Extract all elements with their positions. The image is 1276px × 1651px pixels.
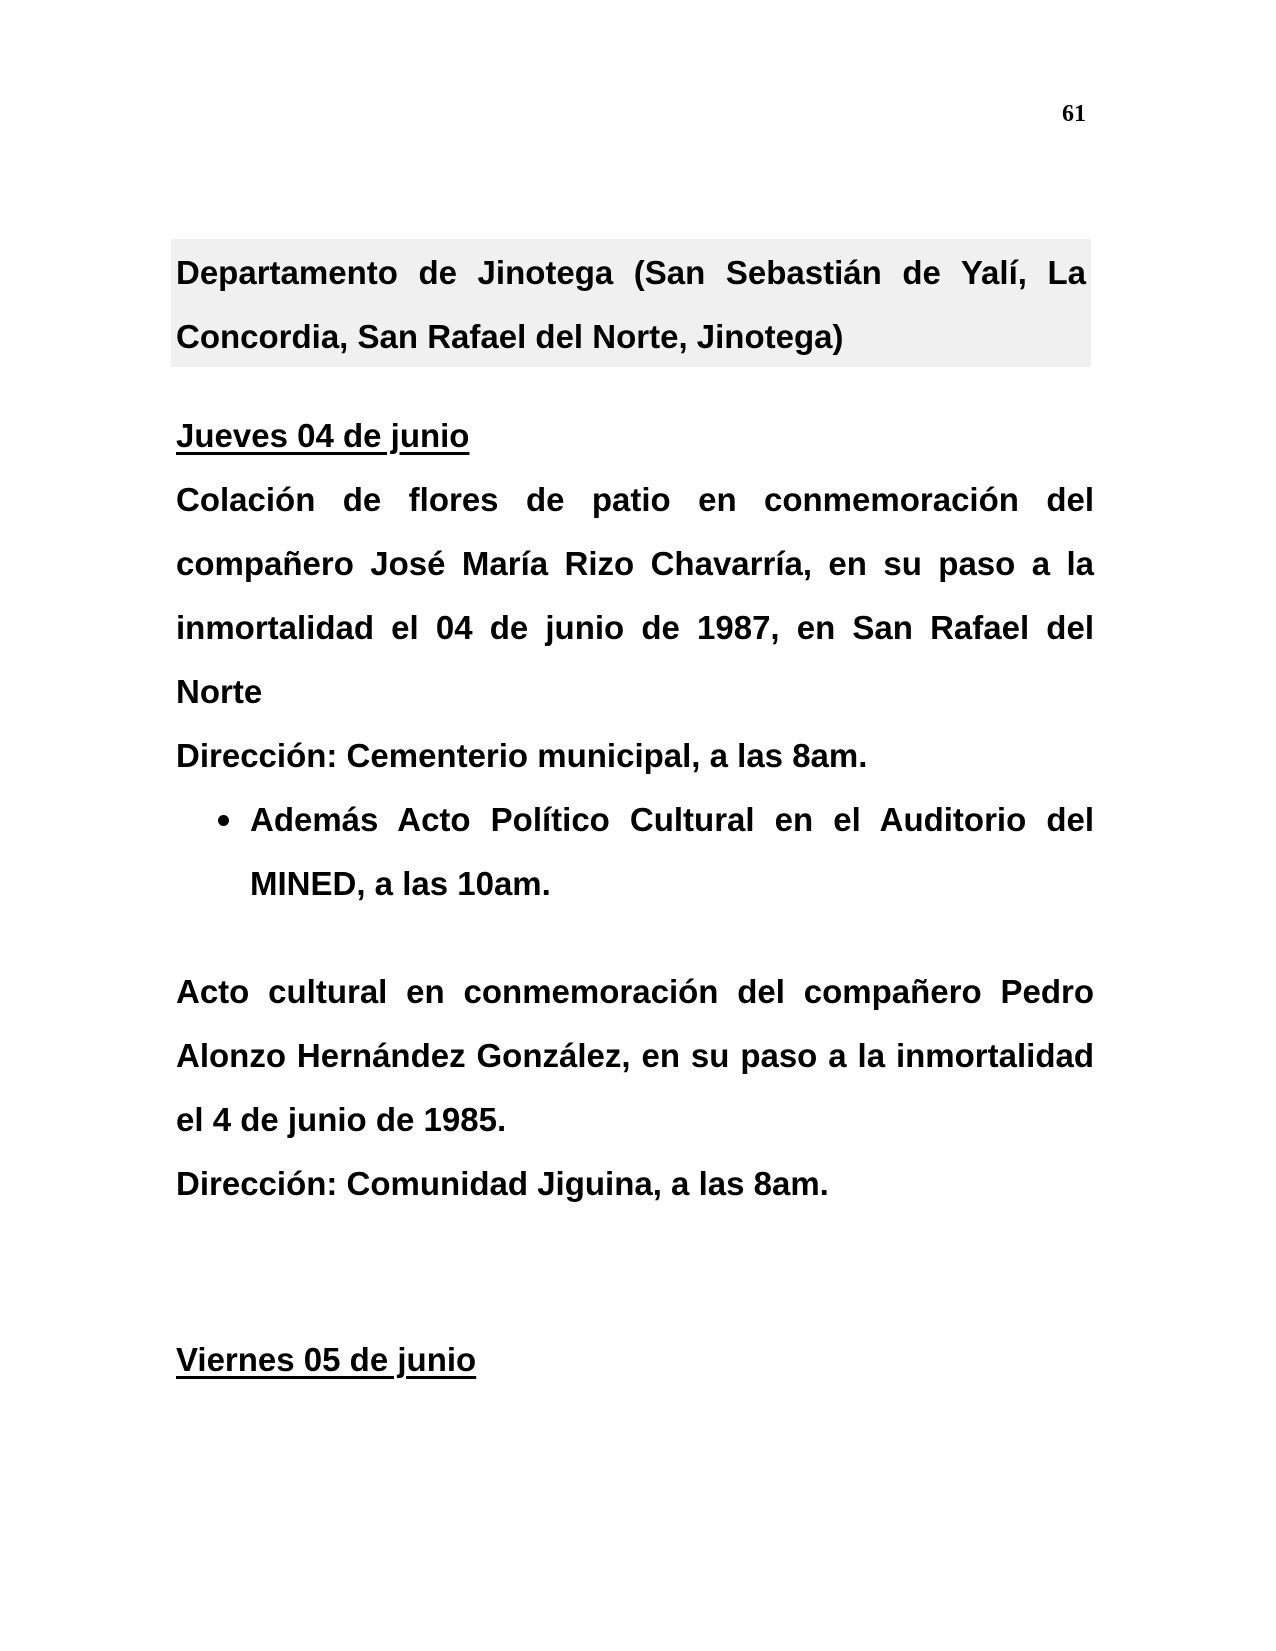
- bullet-icon: [218, 815, 229, 826]
- event-2-description: Acto cultural en conmemoración del compañero Pedro Alonzo Hernández González, en su paso a la inmortalidad el 4 de junio de 1985.: [176, 973, 1094, 1138]
- event-group-1: [176, 404, 1094, 916]
- list-item: [250, 788, 1094, 916]
- event-1-description: Colación de flores de patio en conmemoración del compañero José María Rizo Chavarría, en su paso a la inmortalidad el 04 de junio de 1987, en San Rafael del Norte: [176, 481, 1094, 710]
- event-1-direction: Dirección: Cementerio municipal, a las 8am.: [176, 737, 868, 774]
- event-2-direction: Dirección: Comunidad Jiguina, a las 8am.: [176, 1165, 829, 1202]
- date-heading-thursday: Jueves 04 de junio: [176, 417, 470, 454]
- department-heading-box: [171, 239, 1091, 367]
- bullet-text: Además Acto Político Cultural en el Auditorio del MINED, a las 10am.: [250, 801, 1094, 902]
- page-number: 61: [1062, 101, 1086, 127]
- date-heading-friday: Viernes 05 de junio: [176, 1341, 477, 1378]
- department-heading: Departamento de Jinotega (San Sebastián de Yalí, La Concordia, San Rafael del Norte, Jinotega): [176, 254, 1086, 355]
- event-group-3: [176, 1328, 1094, 1392]
- event-group-2: [176, 960, 1094, 1216]
- event-1-bullet-list: [176, 788, 1094, 916]
